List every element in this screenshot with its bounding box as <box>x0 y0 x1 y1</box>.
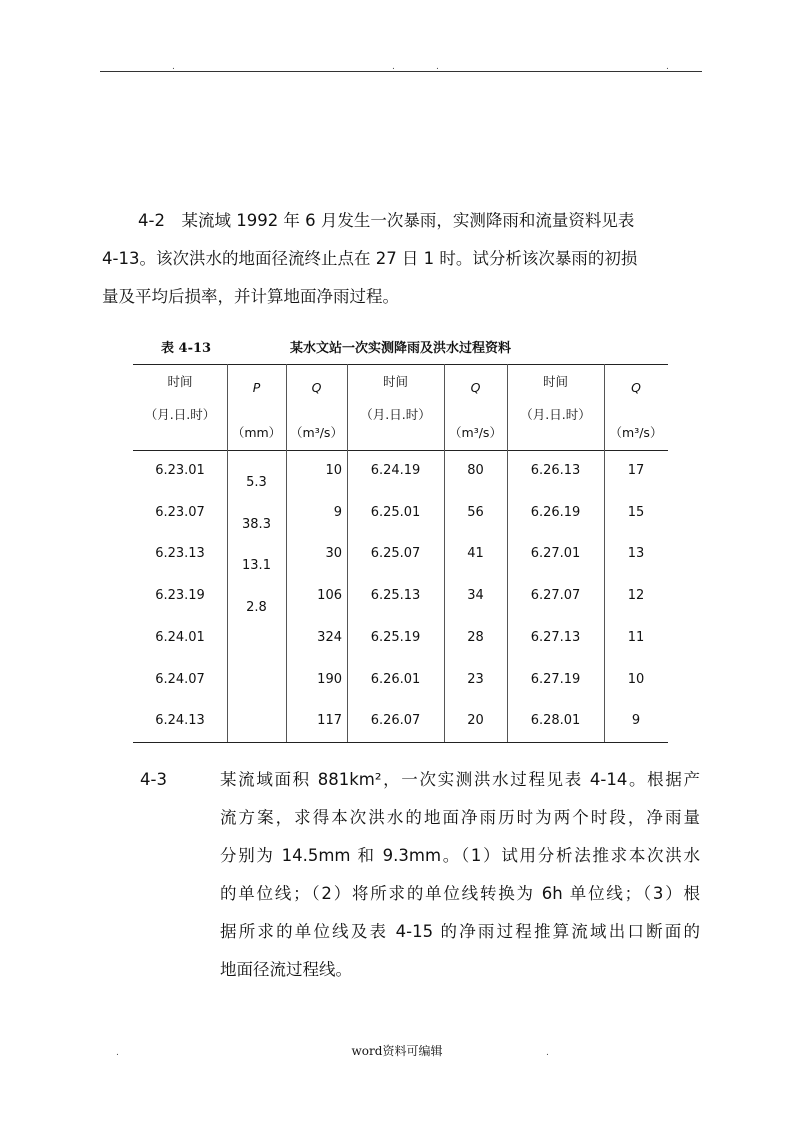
header-time: 时间 <box>167 374 193 389</box>
time-cell: 6.23.07 <box>155 504 205 520</box>
problem-line: 分别为 14.5mm 和 9.3mm。（1）试用分析法推求本次洪水 <box>220 846 700 865</box>
p-cell: 38.3 <box>242 516 271 532</box>
problem-line: 某流域面积 881km²，一次实测洪水过程见表 4-14。根据产 <box>220 770 700 789</box>
footer-dot: . <box>116 1048 119 1058</box>
time-cell: 6.26.07 <box>370 713 421 729</box>
time-cell: 6.23.19 <box>155 588 205 604</box>
time-cell: 6.24.19 <box>370 463 421 478</box>
header-dot: . <box>392 62 395 72</box>
header-time-unit: （月.日.时） <box>520 407 591 422</box>
time-cell: 6.25.01 <box>370 504 421 520</box>
problem-line: 4-13。该次洪水的地面径流终止点在 27 日 1 时。试分析该次暴雨的初损 <box>102 249 638 268</box>
header-p-unit: （mm） <box>231 425 282 440</box>
header-dot: . <box>172 62 175 72</box>
footer-text: word资料可编辑 <box>351 1044 443 1058</box>
problem-line: 流方案，求得本次洪水的地面净雨历时为两个时段，净雨量 <box>220 808 700 827</box>
header-q: Q <box>470 380 481 395</box>
q-cell: 12 <box>627 588 645 604</box>
header-q-unit: （m³/s） <box>609 425 663 440</box>
header-time-unit: （月.日.时） <box>144 407 216 422</box>
time-cell: 6.24.13 <box>155 713 205 729</box>
time-cell: 6.26.01 <box>370 671 421 687</box>
q-cell: 11 <box>627 629 645 645</box>
header-dot: . <box>666 62 669 72</box>
q-cell: 10 <box>627 671 645 687</box>
header-time-unit: （月.日.时） <box>360 407 431 422</box>
q-cell: 117 <box>317 713 342 729</box>
time-cell: 6.27.07 <box>530 588 581 604</box>
q-cell: 190 <box>317 671 342 687</box>
time-cell: 6.27.01 <box>530 546 581 562</box>
header-time: 时间 <box>382 374 408 389</box>
q-cell: 56 <box>467 504 484 520</box>
header-q: Q <box>631 380 641 395</box>
problem-line: 地面径流过程线。 <box>220 960 352 979</box>
problem-4-2 <box>102 202 702 316</box>
table-header-rule <box>133 450 668 451</box>
header-q-unit: （m³/s） <box>449 425 502 440</box>
header-time: 时间 <box>542 374 568 389</box>
problem-4-3 <box>220 761 700 989</box>
table-caption-number: 表 4-13 <box>161 341 212 356</box>
time-cell: 6.23.01 <box>155 463 205 478</box>
q-cell: 10 <box>325 463 342 478</box>
problem-line: 据所求的单位线及表 4-15 的净雨过程推算流域出口断面的 <box>220 922 700 941</box>
problem-line: 量及平均后损率，并计算地面净雨过程。 <box>102 287 399 306</box>
problem-number: 4-3 <box>140 770 167 789</box>
q-cell: 106 <box>317 588 342 604</box>
p-cell: 5.3 <box>246 475 267 490</box>
q-cell: 28 <box>467 629 484 645</box>
time-cell: 6.23.13 <box>155 546 205 562</box>
q-cell: 30 <box>325 546 342 562</box>
time-cell: 6.27.19 <box>530 671 581 687</box>
problem-line: 的单位线；（2）将所求的单位线转换为 6h 单位线；（3）根 <box>220 884 700 903</box>
q-cell: 9 <box>333 504 342 520</box>
table-column-divider <box>227 364 228 742</box>
q-cell: 15 <box>627 504 645 520</box>
table-top-rule <box>133 364 668 365</box>
time-cell: 6.25.13 <box>370 588 421 604</box>
header-q: Q <box>311 380 322 395</box>
p-cell: 2.8 <box>246 600 267 616</box>
time-cell: 6.27.13 <box>530 629 581 645</box>
header-rule <box>100 71 702 72</box>
footer-dot: . <box>546 1048 549 1058</box>
q-cell: 80 <box>467 463 484 478</box>
time-cell: 6.25.19 <box>370 629 421 645</box>
q-cell: 17 <box>627 463 645 478</box>
q-cell: 9 <box>631 713 641 729</box>
q-cell: 34 <box>467 588 484 604</box>
q-cell: 23 <box>467 671 484 687</box>
time-cell: 6.28.01 <box>530 713 581 729</box>
time-cell: 6.24.07 <box>155 671 205 687</box>
q-cell: 20 <box>467 713 484 729</box>
table-caption-title: 某水文站一次实测降雨及洪水过程资料 <box>290 341 512 356</box>
header-q-unit: （m³/s） <box>290 425 343 440</box>
table-column-divider <box>286 364 287 742</box>
q-cell: 41 <box>467 546 484 562</box>
problem-line: 4-2 某流域 1992 年 6 月发生一次暴雨，实测降雨和流量资料见表 <box>138 211 635 230</box>
time-cell: 6.26.19 <box>530 504 581 520</box>
q-cell: 13 <box>627 546 645 562</box>
q-cell: 324 <box>317 629 342 645</box>
time-cell: 6.25.07 <box>370 546 421 562</box>
header-dot: . <box>436 62 439 72</box>
table-bottom-rule <box>133 742 668 743</box>
p-cell: 13.1 <box>242 558 271 574</box>
header-p: P <box>252 380 261 395</box>
time-cell: 6.26.13 <box>530 463 581 478</box>
time-cell: 6.24.01 <box>155 629 205 645</box>
